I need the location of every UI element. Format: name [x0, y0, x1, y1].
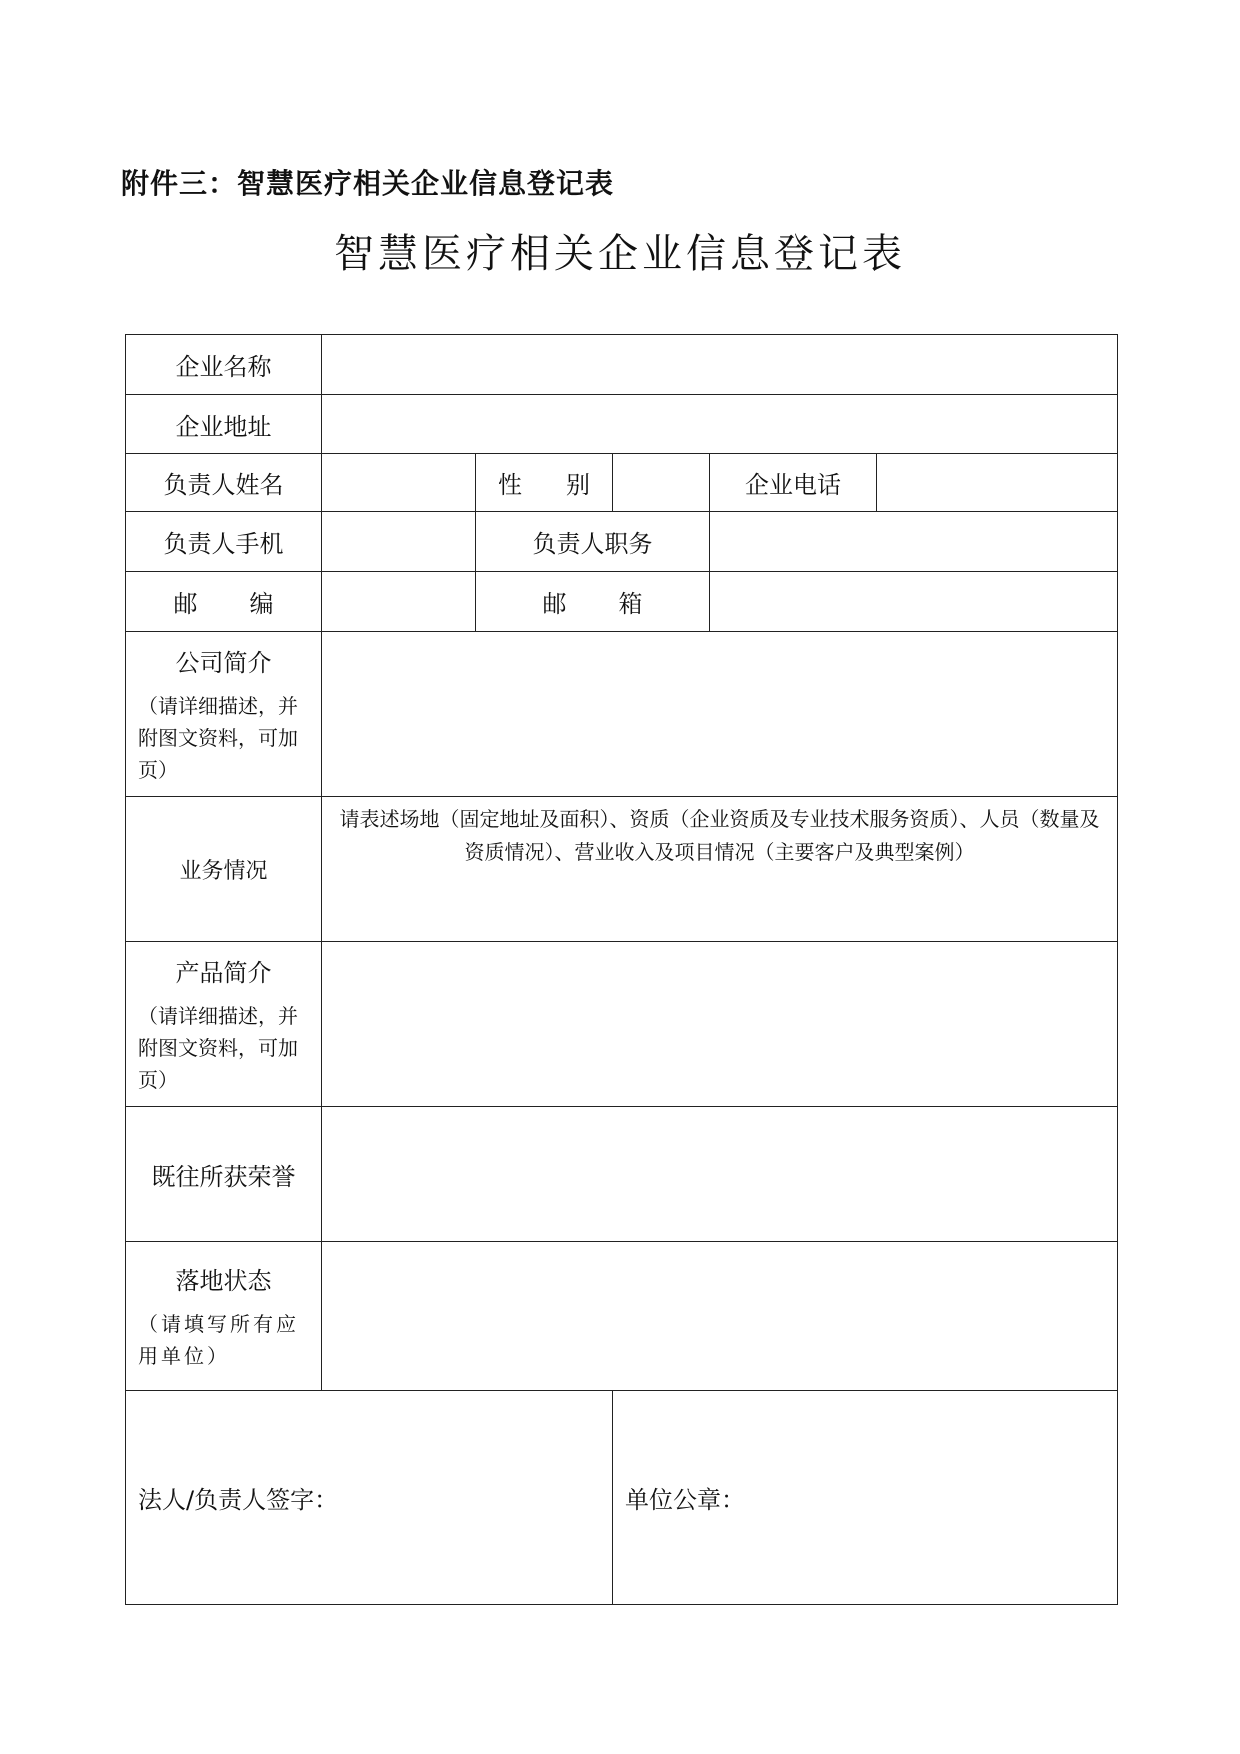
company-name-label: 企业名称 [126, 335, 322, 395]
business-label: 业务情况 [126, 797, 322, 942]
email-field[interactable] [710, 572, 1118, 632]
company-address-label: 企业地址 [126, 395, 322, 454]
honors-label: 既往所获荣誉 [126, 1107, 322, 1242]
row-company-name [126, 335, 1118, 395]
person-title-label: 负责人职务 [476, 512, 710, 572]
signature-cell[interactable] [126, 1391, 613, 1605]
company-phone-field[interactable] [877, 454, 1118, 512]
product-intro-label: 产品简介 [175, 958, 272, 987]
email-label-a: 邮 [542, 590, 567, 618]
company-intro-label: 公司简介 [175, 648, 272, 677]
row-honors [126, 1107, 1118, 1242]
landing-label-cell [126, 1242, 322, 1391]
product-intro-note: （请详细描述，并附图文资料，可加页） [138, 1003, 298, 1092]
company-name-field[interactable] [322, 335, 1118, 395]
company-address-field[interactable] [322, 395, 1118, 454]
gender-field[interactable] [613, 454, 710, 512]
form-title: 智慧医疗相关企业信息登记表 [334, 231, 906, 277]
person-title-field[interactable] [710, 512, 1118, 572]
person-mobile-label: 负责人手机 [126, 512, 322, 572]
company-phone-label: 企业电话 [710, 454, 877, 512]
postcode-field[interactable] [322, 572, 476, 632]
annex-heading: 附件三：智慧医疗相关企业信息登记表 [121, 167, 615, 200]
product-intro-field[interactable] [322, 942, 1118, 1107]
landing-label: 落地状态 [175, 1266, 272, 1295]
email-label-b: 箱 [618, 590, 643, 618]
row-company-address [126, 395, 1118, 454]
business-note: 请表述场地（固定地址及面积）、资质（企业资质及专业技术服务资质）、人员（数量及资质情况）、营业收入及项目情况（主要客户及典型案例） [339, 807, 1100, 864]
honors-field[interactable] [322, 1107, 1118, 1242]
row-signatures [126, 1391, 1118, 1605]
row-landing [126, 1242, 1118, 1391]
postcode-label-b: 编 [249, 590, 274, 618]
row-person-mobile [126, 512, 1118, 572]
postcode-label-a: 邮 [173, 590, 198, 618]
product-intro-label-cell [126, 942, 322, 1107]
landing-note: （请填写所有应用单位） [138, 1311, 299, 1368]
row-person-name [126, 454, 1118, 512]
business-field[interactable] [322, 797, 1118, 942]
landing-field[interactable] [322, 1242, 1118, 1391]
row-business [126, 797, 1118, 942]
postcode-label [126, 572, 322, 632]
row-company-intro [126, 632, 1118, 797]
company-intro-label-cell [126, 632, 322, 797]
company-intro-note: （请详细描述，并附图文资料，可加页） [138, 693, 298, 782]
row-product-intro [126, 942, 1118, 1107]
registration-form [125, 334, 1118, 1605]
company-intro-field[interactable] [322, 632, 1118, 797]
seal-cell[interactable] [613, 1391, 1118, 1605]
gender-label [476, 454, 613, 512]
gender-label-a: 性 [498, 471, 522, 499]
gender-label-b: 别 [566, 471, 590, 499]
person-mobile-field[interactable] [322, 512, 476, 572]
signature-label: 法人/负责人签字： [138, 1486, 339, 1514]
seal-label: 单位公章： [625, 1486, 745, 1514]
row-postcode [126, 572, 1118, 632]
email-label [476, 572, 710, 632]
person-name-field[interactable] [322, 454, 476, 512]
person-name-label: 负责人姓名 [126, 454, 322, 512]
